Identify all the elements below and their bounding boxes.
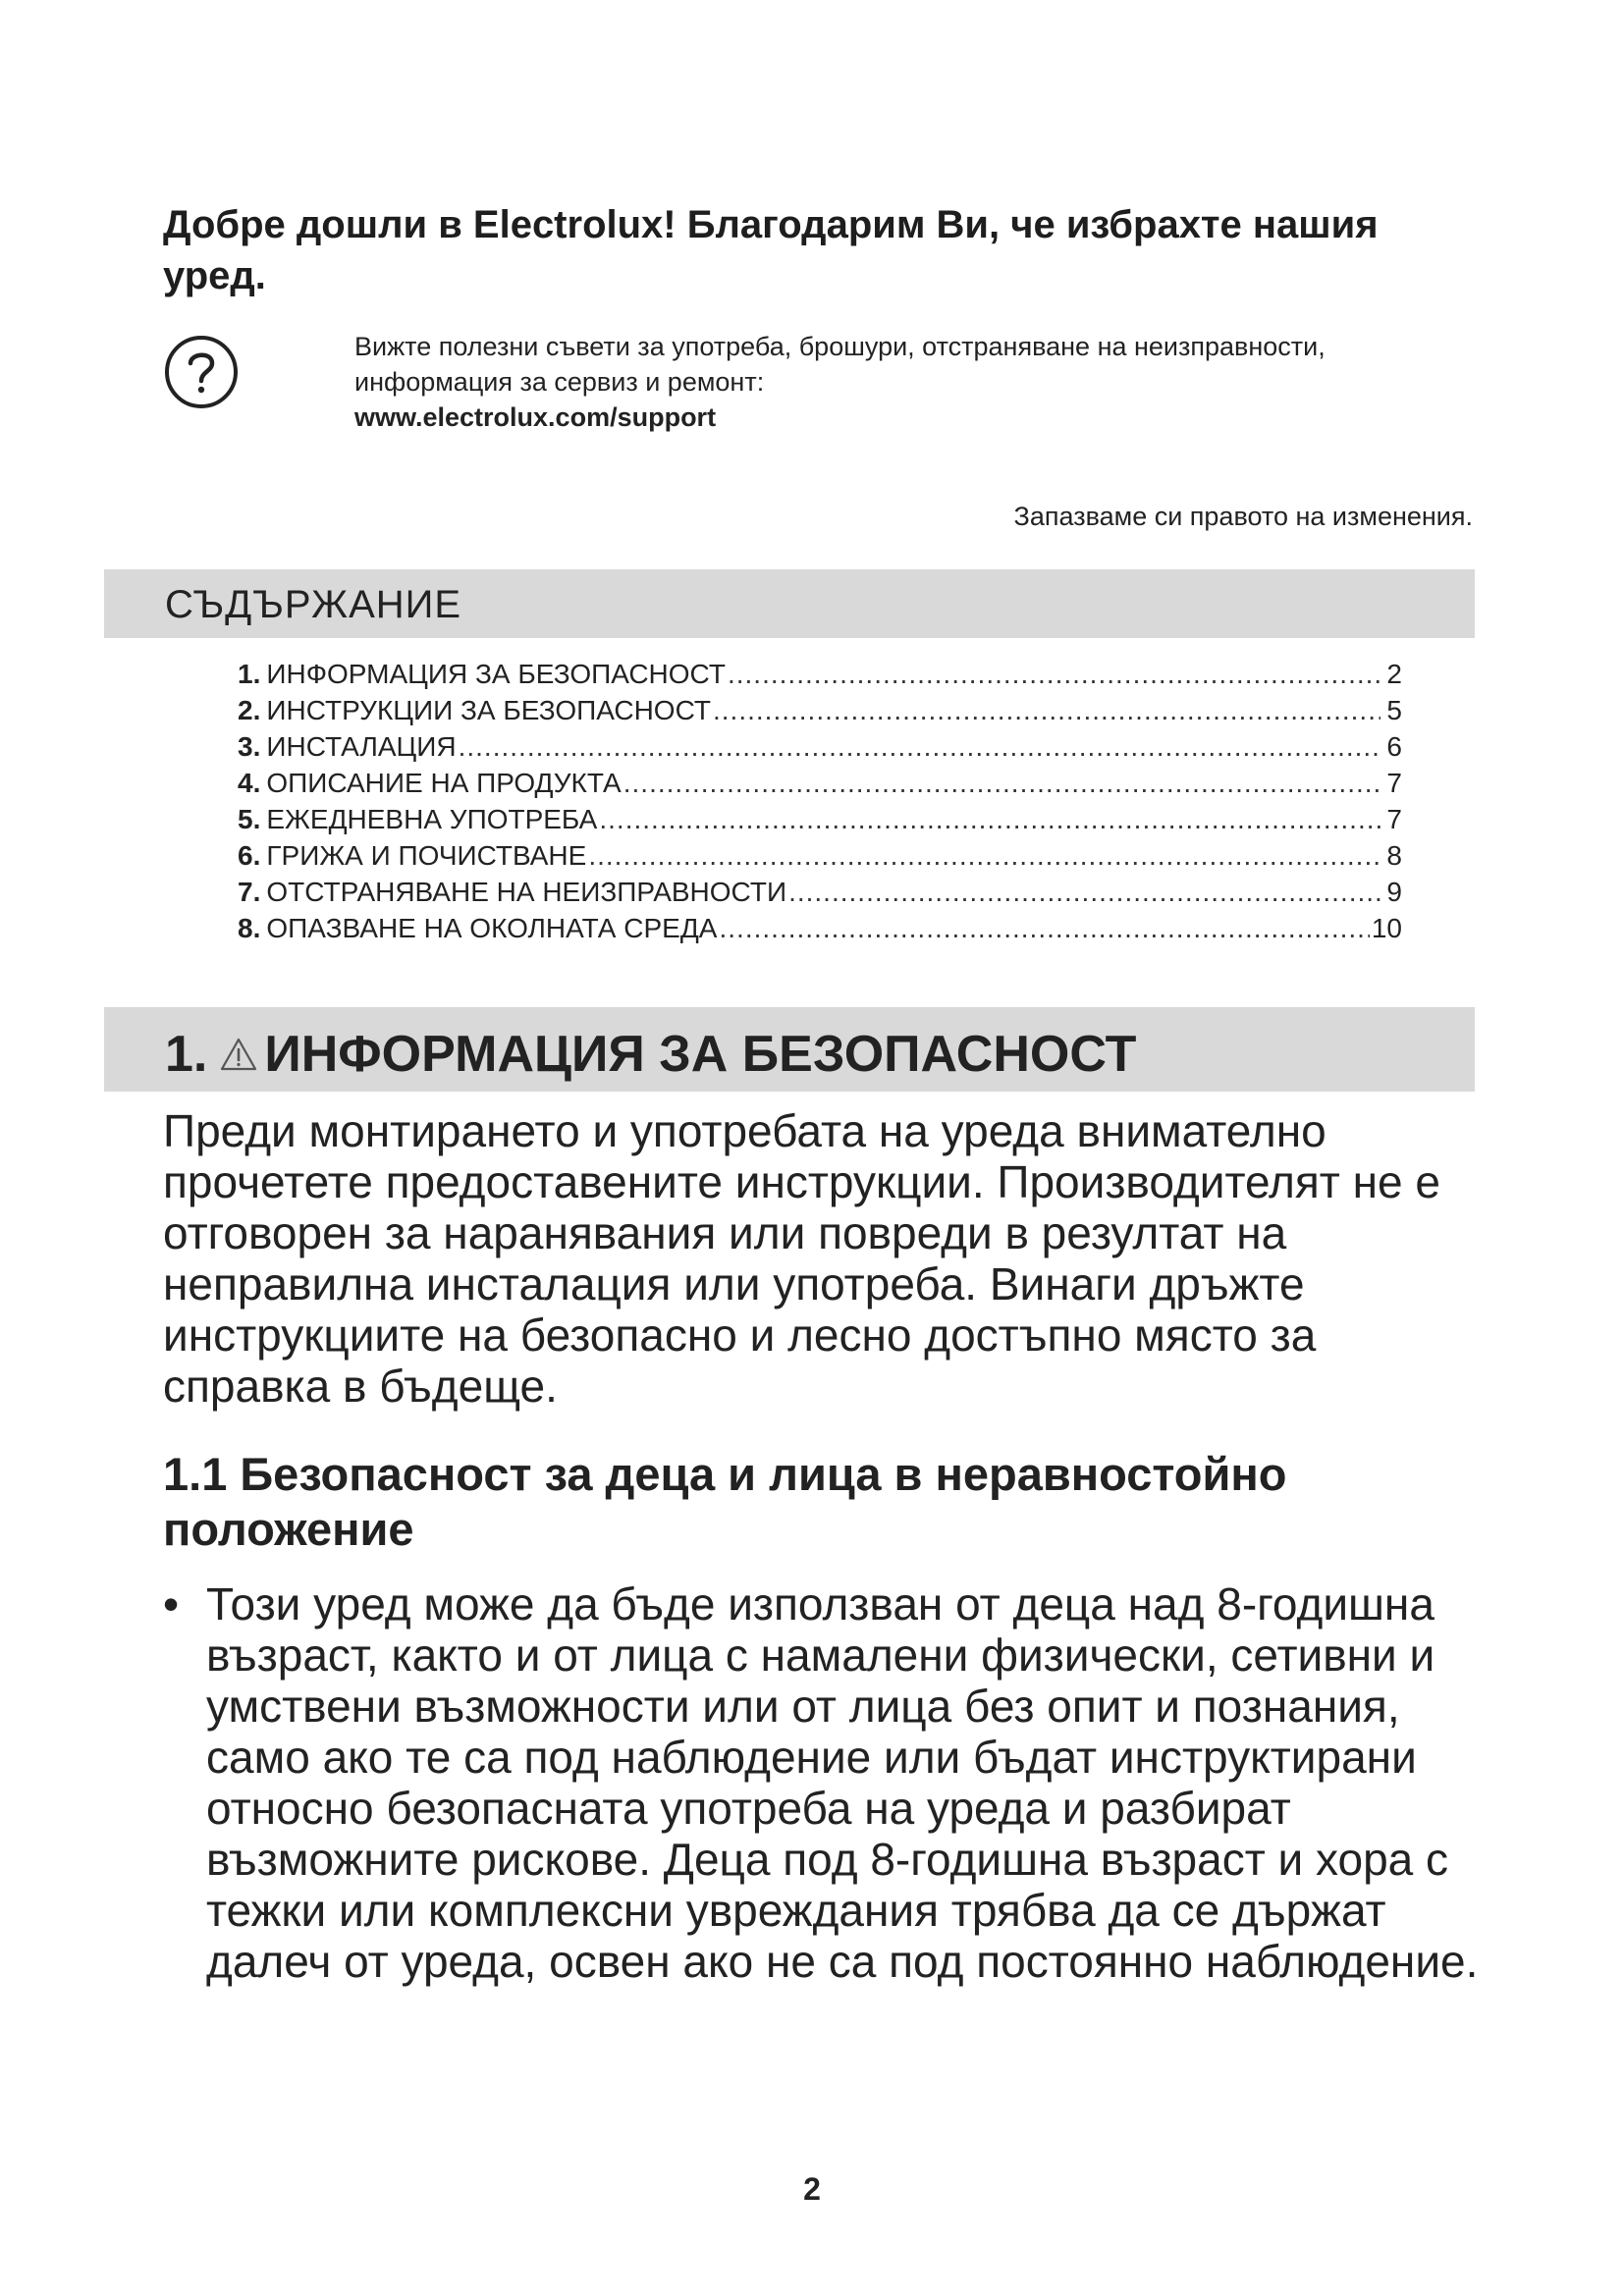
toc-entry-number: 6. — [238, 840, 261, 871]
toc-entry-label: ОПИСАНИЕ НА ПРОДУКТА — [266, 768, 622, 798]
section-1-title — [165, 1025, 1136, 1084]
toc-entry[interactable] — [238, 656, 1402, 692]
toc-entry-label: ЕЖЕДНЕВНА УПОТРЕБА — [266, 804, 598, 834]
section-1-header-bar — [104, 1007, 1475, 1092]
support-info — [354, 329, 1484, 435]
support-link[interactable]: www.electrolux.com/support — [354, 402, 717, 432]
table-of-contents — [238, 656, 1402, 946]
toc-leader-dots — [459, 728, 1380, 765]
subsection-1-1-title: 1.1 Безопасност за деца и лица в неравностойно положение — [163, 1448, 1287, 1555]
toc-entry-number: 4. — [238, 768, 261, 798]
toc-entry-label: ИНСТАЛАЦИЯ — [266, 731, 457, 762]
toc-entry-page: 6 — [1386, 731, 1402, 762]
support-text-line-2: информация за сервиз и ремонт: — [354, 367, 765, 397]
toc-entry-number: 7. — [238, 877, 261, 907]
section-1-number: 1. — [165, 1026, 208, 1083]
toc-leader-dots — [788, 874, 1380, 910]
toc-leader-dots — [713, 692, 1380, 728]
toc-entry-label: ИНСТРУКЦИИ ЗА БЕЗОПАСНОСТ — [266, 695, 711, 725]
bullet-item — [163, 1578, 1479, 1987]
rights-notice: Запазваме си правото на изменения. — [1013, 502, 1473, 531]
toc-leader-dots — [623, 765, 1380, 801]
toc-title: СЪДЪРЖАНИЕ — [165, 583, 462, 626]
toc-entry-page: 7 — [1386, 768, 1402, 798]
toc-entry-page: 7 — [1386, 804, 1402, 834]
toc-entry[interactable] — [238, 765, 1402, 801]
question-circle-icon — [163, 334, 240, 410]
toc-entry-label: ОТСТРАНЯВАНЕ НА НЕИЗПРАВНОСТИ — [266, 877, 787, 907]
toc-leader-dots — [719, 910, 1369, 946]
toc-entry-label: ОПАЗВАНЕ НА ОКОЛНАТА СРЕДА — [266, 913, 718, 943]
welcome-heading: Добре дошли в Electrolux! Благодарим Ви, че избрахте нашия уред. — [163, 203, 1379, 297]
toc-entry[interactable] — [238, 692, 1402, 728]
toc-entry-page: 8 — [1386, 840, 1402, 871]
toc-entry-page: 2 — [1386, 659, 1402, 689]
toc-header-bar — [104, 569, 1475, 638]
toc-entry-label: ИНФОРМАЦИЯ ЗА БЕЗОПАСНОСТ — [266, 659, 726, 689]
toc-entry[interactable] — [238, 874, 1402, 910]
toc-entry-number: 8. — [238, 913, 261, 943]
toc-leader-dots — [728, 656, 1380, 692]
toc-entry[interactable] — [238, 910, 1402, 946]
safety-intro-paragraph: Преди монтирането и употребата на уреда внимателно прочетете предоставените инструкции. Производителят не е отговорен за наранявания или повреди в резултат на неправилна инсталация или употреба. Винаги дръжте инструкциите на безопасно и лесно достъпно място за справка в бъдеще. — [163, 1105, 1441, 1412]
toc-entry[interactable] — [238, 801, 1402, 837]
toc-entry[interactable] — [238, 837, 1402, 874]
bullet-text: Този уред може да бъде използван от деца над 8-годишна възраст, както и от лица с намалени физически, сетивни и умствени възможности или от лица без опит и познания, само ако те са под наблюдение или бъдат инструктирани относно безопасната употреба на уреда и разбират възможните рискове. Деца под 8-годишна възраст и хора с тежки или комплексни увреждания трябва да се държат далеч от уреда, освен ако не са под постоянно наблюдение. — [206, 1578, 1479, 1987]
warning-triangle-icon — [219, 1037, 258, 1072]
bullet-mark: • — [163, 1578, 180, 1629]
toc-entry-page: 9 — [1386, 877, 1402, 907]
section-1-title-text: ИНФОРМАЦИЯ ЗА БЕЗОПАСНОСТ — [264, 1026, 1137, 1083]
toc-entry[interactable] — [238, 728, 1402, 765]
toc-entry-number: 5. — [238, 804, 261, 834]
toc-entry-label: ГРИЖА И ПОЧИСТВАНЕ — [266, 840, 587, 871]
toc-leader-dots — [588, 837, 1380, 874]
toc-entry-page: 5 — [1386, 695, 1402, 725]
page-number: 2 — [803, 2171, 821, 2207]
toc-entry-number: 3. — [238, 731, 261, 762]
toc-entry-number: 2. — [238, 695, 261, 725]
toc-entry-number: 1. — [238, 659, 261, 689]
toc-leader-dots — [599, 801, 1380, 837]
toc-entry-page: 10 — [1371, 913, 1402, 943]
support-text-line-1: Вижте полезни съвети за употреба, брошури, отстраняване на неизправности, — [354, 332, 1326, 361]
